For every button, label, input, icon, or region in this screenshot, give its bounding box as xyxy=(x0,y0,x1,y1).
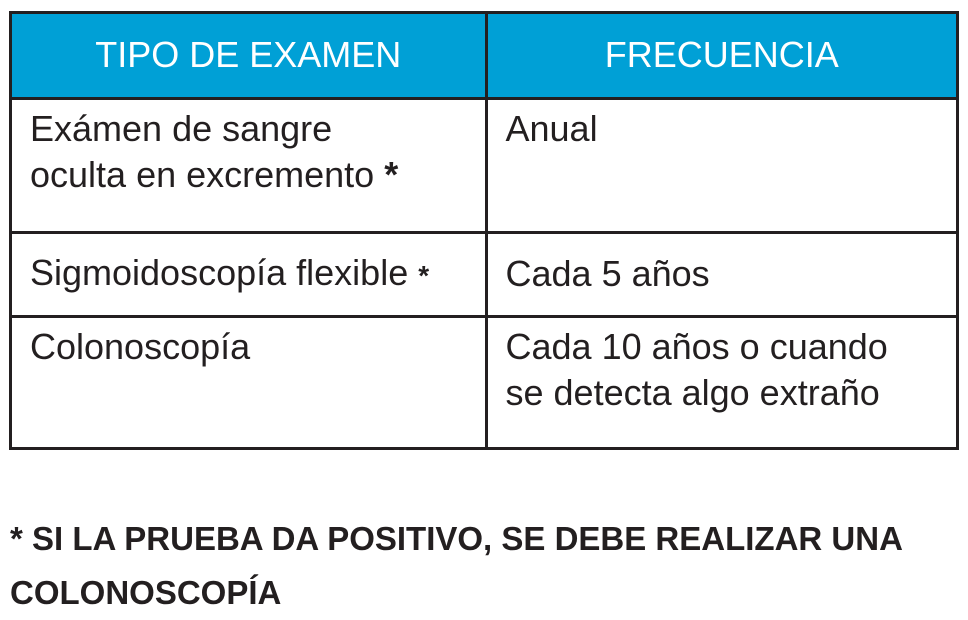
asterisk-marker: * xyxy=(384,153,399,195)
exam-name: Colonoscopía xyxy=(30,325,251,367)
footnote: * SI LA PRUEBA DA POSITIVO, SE DEBE REALIZAR UNA COLONOSCOPÍA xyxy=(10,520,902,611)
exam-cell xyxy=(12,98,486,232)
exam-cell xyxy=(12,316,486,447)
header-exam-type: TIPO DE EXAMEN xyxy=(12,14,486,98)
table-row xyxy=(12,98,956,232)
header-row xyxy=(12,14,956,98)
frequency-cell: Anual xyxy=(486,98,956,232)
frequency-cell: Cada 10 años o cuando se detecta algo extraño xyxy=(486,316,956,447)
frequency-cell: Cada 5 años xyxy=(486,232,956,316)
screening-grid xyxy=(12,14,956,447)
exam-cell xyxy=(12,232,486,316)
table-row xyxy=(12,232,956,316)
exam-name: Sigmoidoscopía flexible xyxy=(30,251,409,293)
table-row xyxy=(12,316,956,447)
screening-table xyxy=(9,11,959,450)
exam-name: Exámen de sangre oculta en excremento xyxy=(30,107,375,195)
header-frequency: FRECUENCIA xyxy=(486,14,956,98)
asterisk-marker: * xyxy=(418,259,430,291)
